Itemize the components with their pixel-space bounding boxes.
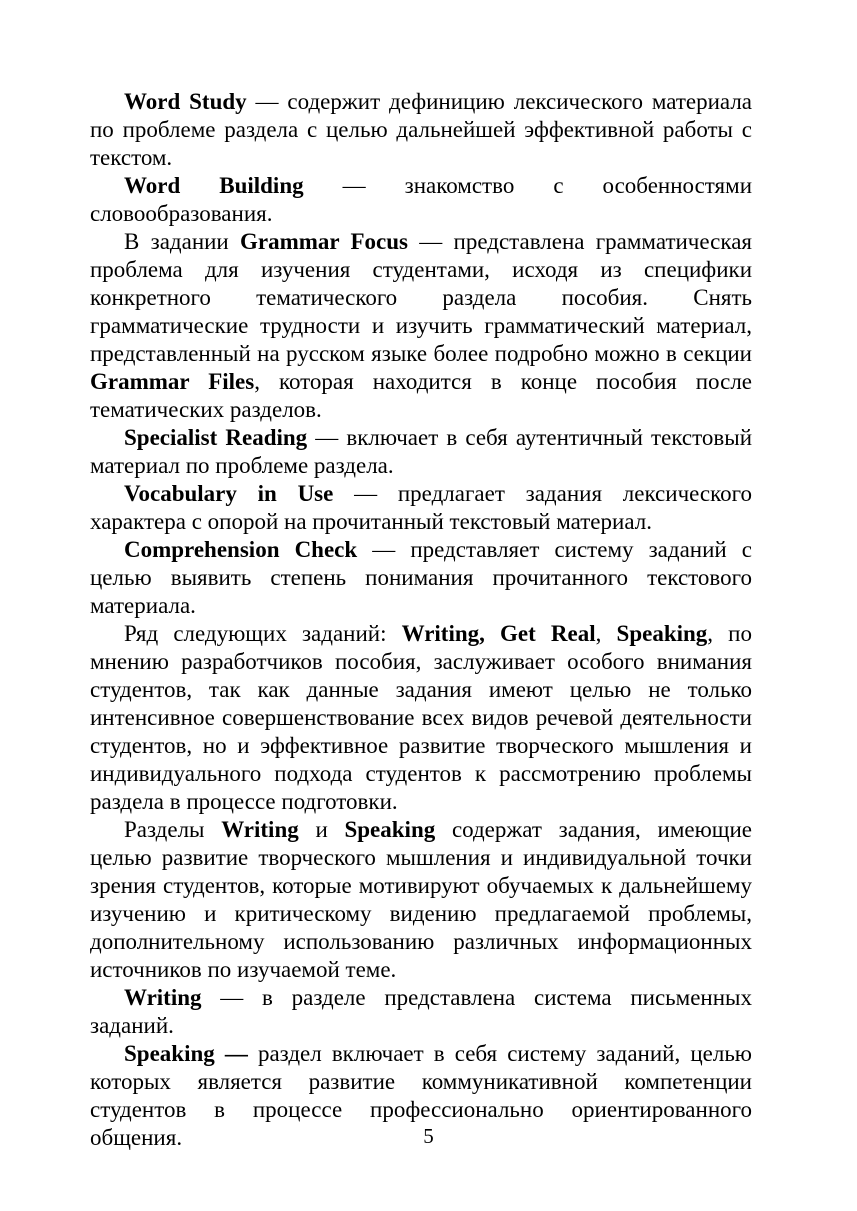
- paragraph-text: — представлена грамматическая проблема для изучения студентами, исходя из специфики конкретного тематического раздела пособия. Снять грамматические трудности и изучить грамматический материал, представленный на русском языке более подробно можно в секции: [90, 229, 752, 366]
- paragraph: [90, 620, 752, 816]
- paragraph: [90, 480, 752, 536]
- paragraph-text: — включает в себя аутентичный текстовый материал по проблеме раздела.: [90, 425, 752, 478]
- body-text: [90, 88, 752, 1152]
- paragraph-text: содержат задания, имеющие целью развитие творческого мышления и индивидуальной точки зрения студентов, которые мотивируют обучаемых к дальнейшему изучению и критическому видению предлагаемой проблемы, дополнительному использованию различных информационных источников по изучаемой теме.: [90, 817, 752, 982]
- paragraph: [90, 984, 752, 1040]
- paragraph-text: — в разделе представлена система письменных заданий.: [90, 985, 752, 1038]
- section-term: Vocabulary in Use: [124, 481, 334, 506]
- paragraph: [90, 88, 752, 172]
- paragraph: [90, 424, 752, 480]
- section-term: Specialist Reading: [124, 425, 308, 450]
- page-number: 5: [423, 1124, 434, 1148]
- section-term: Speaking —: [124, 1041, 248, 1066]
- paragraph-text: ,: [595, 621, 617, 646]
- paragraph-text: раздел включает в себя систему заданий, целью которых является развитие коммуникативной компетенции студентов в процессе профессионально ориентированного общения.: [90, 1041, 752, 1150]
- paragraph: [90, 172, 752, 228]
- paragraph-text: — содержит дефиницию лексического материала по проблеме раздела с целью дальнейшей эффективной работы с текстом.: [90, 89, 753, 170]
- section-term: Writing: [124, 985, 202, 1010]
- paragraph-text: — представляет систему заданий с целью выявить степень понимания прочитанного текстового материала.: [90, 537, 752, 618]
- section-term: Grammar Files: [90, 369, 255, 394]
- paragraph-text: — знакомство с особенностями словообразования.: [90, 173, 752, 226]
- section-term: Writing, Get Real: [401, 621, 596, 646]
- section-term: Writing: [221, 817, 299, 842]
- paragraph: [90, 536, 752, 620]
- paragraph-text: , которая находится в конце пособия после тематических разделов.: [90, 369, 753, 422]
- paragraph-text: , по мнению разработчиков пособия, заслуживает особого внимания студентов, так как данные задания имеют целью не только интенсивное совершенствование всех видов речевой деятельности студентов, но и эффективное развитие творческого мышления и индивидуального подхода студентов к рассмотрению проблемы раздела в процессе подготовки.: [90, 621, 752, 814]
- paragraph-text: и: [298, 817, 345, 842]
- paragraph-text: — предлагает задания лексического характера с опорой на прочитанный текстовый материал.: [90, 481, 753, 534]
- section-term: Speaking: [344, 817, 436, 842]
- paragraph: [90, 228, 752, 424]
- section-term: Word Building: [124, 173, 304, 198]
- paragraph: [90, 816, 752, 984]
- paragraph-text: В задании: [124, 229, 241, 254]
- section-term: Word Study: [124, 89, 247, 114]
- paragraph-text: Разделы: [124, 817, 222, 842]
- section-term: Grammar Focus: [240, 229, 408, 254]
- paragraph-text: Ряд следующих заданий:: [124, 621, 402, 646]
- section-term: Speaking: [616, 621, 708, 646]
- section-term: Comprehension Check: [124, 537, 358, 562]
